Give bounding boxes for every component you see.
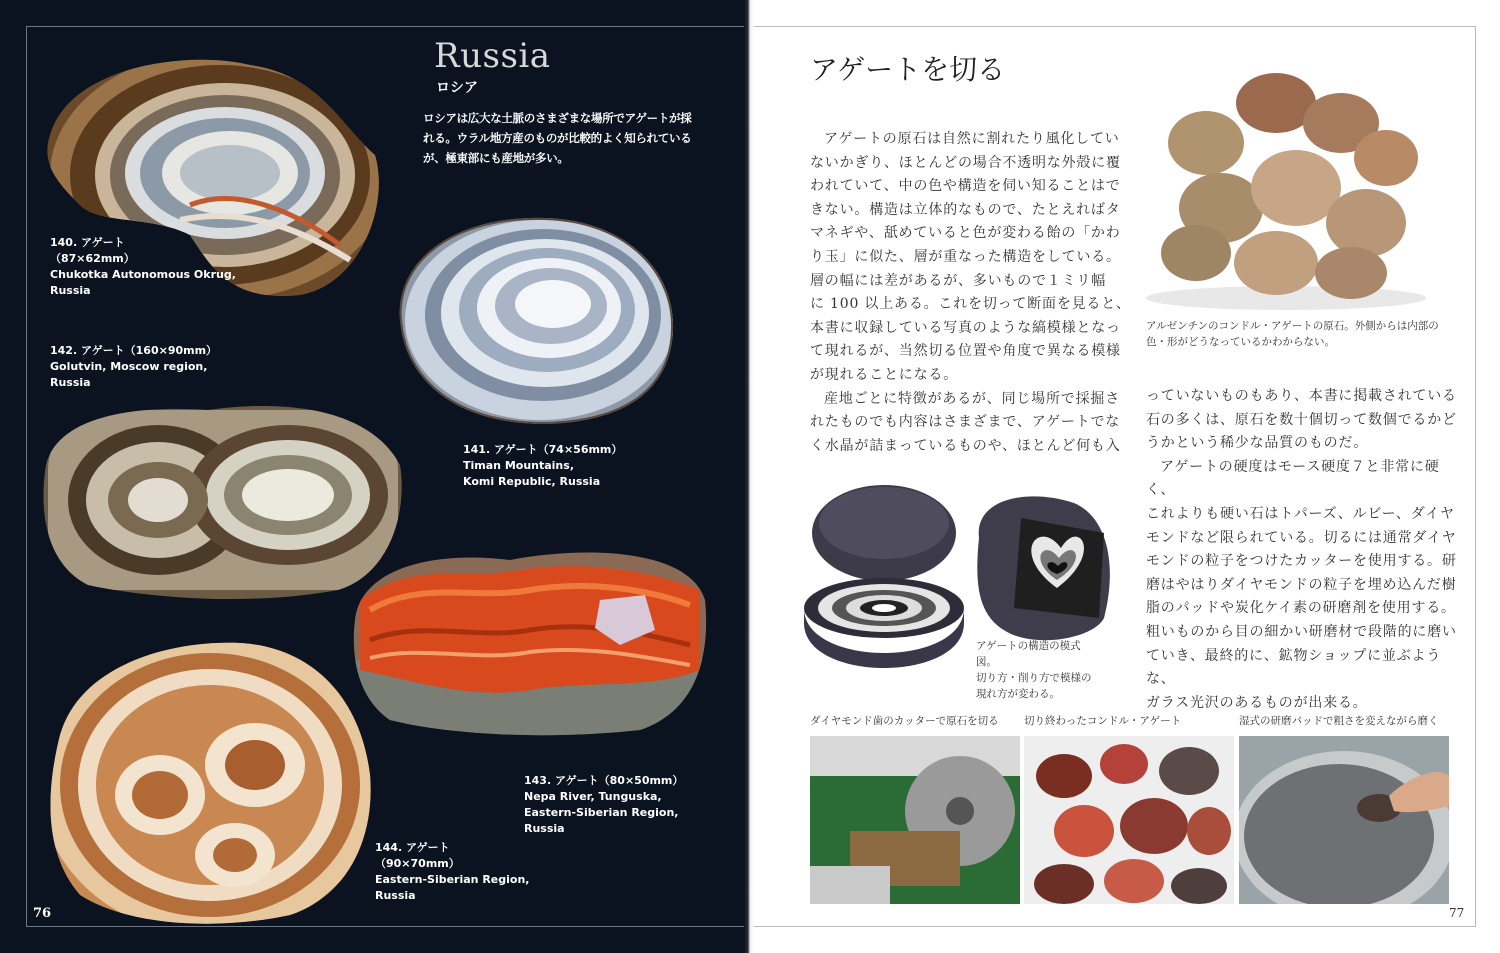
polishing-pad-icon [1239, 736, 1449, 904]
caption-144 [375, 840, 529, 904]
caption-140 [50, 235, 236, 299]
body-line: に 100 以上ある。これを切って断面を見ると、 [810, 296, 1131, 313]
body-line: り玉」に似た、層が重なった構造をしている。 [810, 248, 1121, 265]
agate-143-image [350, 540, 710, 740]
diagram-caption-line2: 切り方・削り方で模様の [976, 672, 1092, 684]
caption-140-line1: 140. アゲート [50, 236, 125, 249]
photo-3-caption: 湿式の研磨パッドで粗さを変えながら磨く [1239, 715, 1439, 727]
diagram-caption-line3: 現れ方が変わる。 [976, 688, 1060, 700]
caption-143-line1: 143. アゲート（80×50mm） [524, 774, 684, 787]
body-line: っていないものもあり、本書に掲載されている [1146, 388, 1457, 404]
section-title: アゲートを切る [810, 53, 1006, 86]
caption-141-line3: Komi Republic, Russia [463, 475, 601, 488]
caption-142-line3: Russia [50, 376, 91, 389]
body-line: アゲートの硬度はモース硬度７と非常に硬く、 [1146, 458, 1440, 499]
diagram-caption-line1: アゲートの構造の模式図。 [976, 640, 1081, 668]
body-line: アゲートの原石は自然に割れたり風化してい [824, 131, 1120, 147]
book-gutter [744, 0, 754, 953]
body-line: 本書に収録している写真のような縞模様となっ [810, 319, 1121, 336]
caption-144-line4: Russia [375, 889, 416, 902]
page-title-en: Russia [434, 36, 551, 76]
right-page [749, 0, 1500, 953]
body-line: うかという稀少な品質のものだ。 [1146, 435, 1368, 452]
page-title-ja: ロシア [436, 80, 478, 96]
body-line: て現れるが、当然切る位置や角度で異なる模様 [810, 343, 1121, 360]
caption-144-line1: 144. アゲート [375, 841, 450, 854]
body-column-2 [1146, 385, 1466, 715]
body-line: モンドの粒子をつけたカッターを使用する。研 [1146, 553, 1457, 570]
saw-machine-icon [810, 736, 1020, 904]
caption-140-line3: Chukotka Autonomous Okrug, [50, 268, 236, 281]
caption-144-line2: （90×70mm） [375, 857, 460, 870]
body-line: ガラス光沢のあるものが出来る。 [1146, 694, 1368, 711]
caption-141-line2: Timan Mountains, [463, 459, 574, 472]
body-line: モンドなど限られている。切るには通常ダイヤ [1146, 529, 1457, 546]
diagram-caption [976, 638, 1096, 702]
body-line: く水晶が詰まっているものや、ほとんど何も入 [810, 437, 1121, 454]
body-line: 脂のパッドや炭化ケイ素の研磨剤を使用する。 [1146, 600, 1456, 617]
page-number-left: 76 [33, 906, 52, 921]
photo-2-caption: 切り終わったコンドル・アゲート [1024, 715, 1182, 727]
cut-agates-icon [1024, 736, 1234, 904]
body-line: これよりも硬い石はトパーズ、ルビー、ダイヤ [1146, 505, 1455, 522]
caption-144-line3: Eastern-Siberian Region, [375, 873, 530, 886]
caption-143-line2: Nepa River, Tunguska, [524, 790, 662, 803]
rough-caption-line2: 色・形がどうなっているかわからない。 [1146, 336, 1335, 348]
body-column-1 [810, 128, 1140, 458]
body-line: 石の多くは、原石を数十個切って数個でるかど [1146, 411, 1457, 428]
left-page [0, 0, 749, 953]
body-line: が現れることになる。 [810, 366, 958, 383]
intro-text: ロシアは広大な土脈のさまざまな場所でアゲートが採れる。ウラル地方産のものが比較的よく知られているが、極東部にも産地が多い。 [423, 111, 692, 165]
caption-143-line3: Eastern-Siberian Region, [524, 806, 679, 819]
caption-142-line1: 142. アゲート（160×90mm） [50, 344, 218, 357]
caption-141 [463, 442, 622, 490]
rough-agate-photo [1136, 48, 1436, 313]
body-line: 産地ごとに特徴があるが、同じ場所で採掘さ [824, 390, 1120, 407]
rough-caption-line1: アルゼンチンのコンドル・アゲートの原石。外側からは内部の [1146, 320, 1439, 332]
body-line: 粗いものから目の細かい研磨材で段階的に磨い [1146, 623, 1457, 640]
body-line: われていて、中の色や構造を伺い知ることはで [810, 178, 1121, 195]
body-line: れたものでも内容はさまざまで、アゲートでな [810, 414, 1121, 431]
caption-141-line1: 141. アゲート（74×56mm） [463, 443, 623, 456]
body-line: 層の幅には差があるが、多いもので１ミリ幅 [810, 272, 1106, 289]
body-line: きない。構造は立体的なもので、たとえればタ [810, 201, 1121, 218]
caption-143-line4: Russia [524, 822, 565, 835]
agate-141-image [395, 210, 680, 430]
caption-140-line4: Russia [50, 284, 91, 297]
body-line: ていき、最終的に、鉱物ショップに並ぶような、 [1146, 647, 1442, 688]
body-line: 磨はやはりダイヤモンドの粒子を埋め込んだ樹 [1146, 576, 1457, 593]
rough-agate-caption [1146, 318, 1446, 350]
page-number-right: 77 [1449, 906, 1465, 920]
body-line: ないかぎり、ほとんどの場合不透明な外殻に覆 [810, 154, 1121, 171]
body-line: マネギや、舐めていると色が変わる飴の「かわ [810, 225, 1121, 242]
caption-140-line2: （87×62mm） [50, 252, 135, 265]
agate-144-image [40, 635, 375, 930]
caption-142 [50, 343, 217, 391]
photo-1-caption: ダイヤモンド歯のカッターで原石を切る [810, 715, 999, 727]
caption-143 [524, 773, 683, 837]
caption-142-line2: Golutvin, Moscow region, [50, 360, 208, 373]
